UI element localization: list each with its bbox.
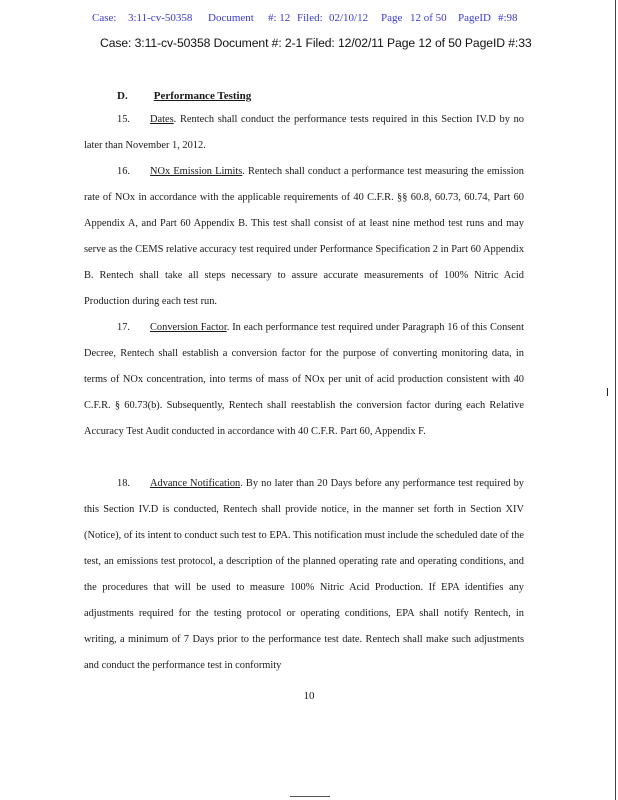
paragraph-17 [84, 315, 524, 445]
paragraph-number: 17. [117, 322, 130, 333]
paragraph-text: . In each performance test required under Paragraph 16 of this Consent Decree, Rentech shall establish a conversion factor for the purpose of converting monitoring data, in terms of NOx concentration, into terms of mass of NOx per unit of acid production consistent with 40 C.F.R. § 60.73(b). Subsequently, Rentech shall reestablish the conversion factor during each Relative Accuracy Test Audit conducted in accordance with 40 C.F.R. Part 60, Appendix F. [84, 322, 524, 437]
paragraph-15 [84, 107, 524, 159]
header-pageid-number: #:98 [498, 12, 518, 24]
paragraph-text: . By no later than 20 Days before any performance test required by this Section IV.D is conducted, Rentech shall provide notice, in the manner set forth in Section XIV (Notice), of its intent to conduct such test to EPA. This notification must include the scheduled date of the test, an emissions test protocol, a description of the planned operating rate and operating conditions, and the procedures that will be used to measure 100% Nitric Acid Production. If EPA identifies any adjustments required for the testing protocol or operating conditions, EPA shall notify Rentech, in writing, a minimum of 7 Days prior to the performance test date. Rentech shall make such adjustments and conduct the performance test in conformity [84, 478, 524, 671]
header-page-label: Page [381, 12, 403, 24]
header-document-number: #: 12 [268, 12, 291, 24]
section-letter: D. [117, 90, 128, 102]
paragraph-text: . Rentech shall conduct the performance tests required in this Section IV.D by no later than November 1, 2012. [84, 114, 524, 151]
scan-artifact-bottom [290, 796, 330, 797]
scan-edge-line [615, 0, 616, 800]
paragraph-18 [84, 471, 524, 679]
original-filing-stamp: Case: 3:11-cv-50358 Document #: 2-1 Filed: 12/02/11 Page 12 of 50 PageID #:33 [100, 36, 532, 50]
section-heading [117, 90, 251, 102]
scan-artifact-right [607, 388, 608, 396]
page-number: 10 [303, 690, 315, 702]
paragraph-heading: Advance Notification [150, 478, 241, 489]
paragraph-number: 16. [117, 166, 130, 177]
paragraph-number: 15. [117, 114, 130, 125]
paragraph-heading: Conversion Factor [150, 322, 227, 333]
header-filed-label: Filed: [297, 12, 323, 24]
header-case-label: Case: [92, 12, 117, 24]
header-case-number: 3:11-cv-50358 [128, 12, 193, 24]
paragraph-number: 18. [117, 478, 130, 489]
header-document-label: Document [208, 12, 254, 24]
header-filed-date: 02/10/12 [329, 12, 369, 24]
paragraph-heading: Dates [150, 114, 174, 125]
paragraph-16 [84, 159, 524, 315]
paragraph-heading: NOx Emission Limits [150, 166, 243, 177]
paragraph-text: . Rentech shall conduct a performance test measuring the emission rate of NOx in accordance with the applicable requirements of 40 C.F.R. §§ 60.8, 60.73, 60.74, Part 60 Appendix A, and Part 60 Appendix B. This test shall consist of at least nine method test runs and may serve as the CEMS relative accuracy test required under Performance Specification 2 in Part 60 Appendix B. Rentech shall take all steps necessary to assure accurate measurements of 100% Nitric Acid Production during each test run. [84, 166, 525, 307]
header-pageid-label: PageID [458, 12, 491, 24]
section-title: Performance Testing [153, 90, 252, 102]
header-page-of: 12 of 50 [410, 12, 447, 24]
